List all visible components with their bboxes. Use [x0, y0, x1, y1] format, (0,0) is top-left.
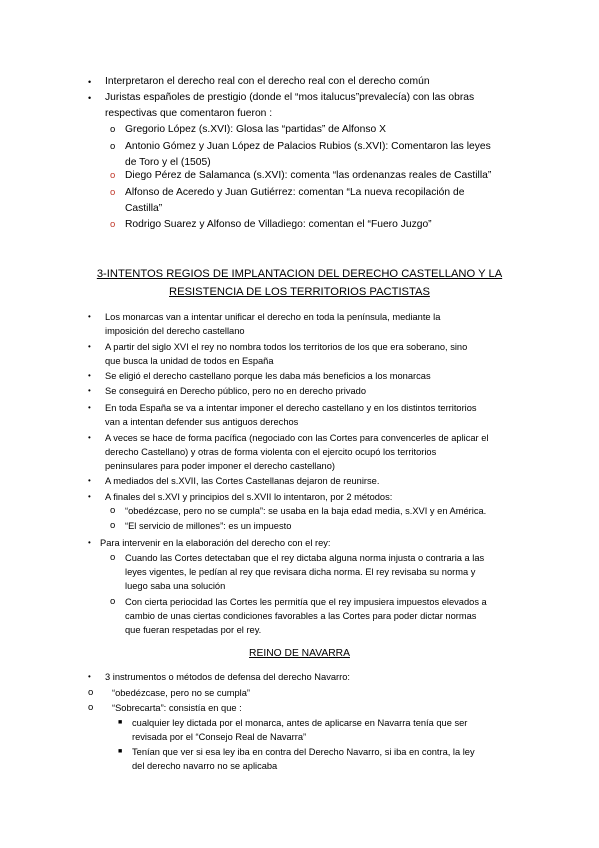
- list-item-continued: van a intentan defender sus antiguos derechos: [105, 417, 299, 427]
- list-item: Los monarcas van a intentar unificar el derecho en toda la península, mediante la: [105, 312, 441, 322]
- bullet-marker: •: [88, 476, 91, 485]
- sub-marker: o: [88, 702, 94, 713]
- bullet-marker: •: [88, 77, 92, 87]
- sub-list-item: “obedézcase, pero no se cumpla”: se usaba en la baja edad media, s.XVI y en América.: [125, 506, 487, 516]
- sub-list-item: Con cierta periocidad las Cortes les permitía que el rey impusiera impuestos elevados a: [125, 597, 487, 607]
- nested-list-item-continued: revisada por el “Consejo Real de Navarra”: [132, 732, 307, 742]
- list-item-continued: que busca la unidad de todos en España: [105, 356, 274, 366]
- sub-list-item: “obedézcase, pero no se cumpla”: [112, 688, 250, 698]
- list-item: Para intervenir en la elaboración del derecho con el rey:: [100, 538, 331, 548]
- sub-marker: o: [110, 520, 116, 531]
- list-item: En toda España se va a intentar imponer el derecho castellano y en los distintos territorios: [105, 403, 477, 413]
- sub-list-item-continued: que fueran respetadas por el rey.: [125, 625, 262, 635]
- bullet-marker: •: [88, 386, 91, 395]
- bullet-marker: •: [88, 403, 91, 412]
- sub-marker: o: [110, 124, 116, 135]
- sub-list-item-continued: de Toro y el (1505): [125, 157, 211, 168]
- sub-marker-red: o: [110, 187, 116, 198]
- sub-list-item: Antonio Gómez y Juan López de Palacios Rubios (s.XVI): Comentaron las leyes: [125, 141, 491, 152]
- list-item: A veces se hace de forma pacífica (negociado con las Cortes para convencerles de aplicar el: [105, 433, 489, 443]
- bullet-marker: •: [88, 342, 91, 351]
- bullet-marker: •: [88, 312, 91, 321]
- list-item: Juristas españoles de prestigio (donde el “mos italucus”prevalecía) con las obras: [105, 92, 475, 103]
- square-bullet-icon: ■: [118, 719, 123, 726]
- sub-marker-red: o: [110, 219, 116, 230]
- section-heading: RESISTENCIA DE LOS TERRITORIOS PACTISTAS: [169, 286, 430, 298]
- list-item-continued: imposición del derecho castellano: [105, 326, 245, 336]
- list-item: Se conseguirá en Derecho público, pero no en derecho privado: [105, 386, 367, 396]
- sub-list-item: Rodrigo Suarez y Alfonso de Villadiego: comentan el “Fuero Juzgo”: [125, 219, 432, 230]
- list-item: Se eligió el derecho castellano porque les daba más beneficios a los monarcas: [105, 371, 431, 381]
- sub-list-item: “Sobrecarta”: consistía en que :: [112, 703, 242, 713]
- sub-list-item: Diego Pérez de Salamanca (s.XVI): comenta “las ordenanzas reales de Castilla”: [125, 170, 492, 181]
- list-item: Interpretaron el derecho real con el derecho real con el derecho común: [105, 76, 430, 87]
- sub-marker: o: [110, 596, 116, 607]
- sub-list-item: Gregorio López (s.XVI): Glosa las “partidas” de Alfonso X: [125, 124, 386, 135]
- subsection-heading: REINO DE NAVARRA: [249, 648, 350, 659]
- sub-list-item-continued: leyes vigentes, le pedían al rey que revisara dicha norma. El rey revisaba su norma y: [125, 567, 476, 577]
- list-item: 3 instrumentos o métodos de defensa del derecho Navarro:: [105, 672, 350, 682]
- list-item: A mediados del s.XVII, las Cortes Castellanas dejaron de reunirse.: [105, 476, 380, 486]
- nested-list-item-continued: del derecho navarro no se aplicaba: [132, 761, 278, 771]
- square-bullet-icon: ■: [118, 748, 123, 755]
- sub-list-item: “El servicio de millones”: es un impuesto: [125, 521, 292, 531]
- bullet-marker: •: [88, 672, 91, 681]
- nested-list-item: Tenían que ver si esa ley iba en contra del Derecho Navarro, si iba en contra, la ley: [132, 747, 475, 757]
- sub-marker: o: [88, 687, 94, 698]
- nested-list-item: cualquier ley dictada por el monarca, antes de aplicarse en Navarra tenía que ser: [132, 718, 468, 728]
- bullet-marker: •: [88, 371, 91, 380]
- list-item-continued: derecho Castellano) y otras de forma violenta con el ejercito ocupó los territorios: [105, 447, 437, 457]
- list-item-continued: peninsulares para poder imponer el derecho castellano): [105, 461, 335, 471]
- sub-marker: o: [110, 505, 116, 516]
- list-item: A partir del siglo XVI el rey no nombra todos los territorios de los que era soberano, sino: [105, 342, 468, 352]
- sub-list-item-continued: cambio de unas ciertas condiciones favorables a las Cortes para poder dictar normas: [125, 611, 477, 621]
- sub-list-item-continued: luego saba una solución: [125, 581, 226, 591]
- bullet-marker: •: [88, 538, 91, 547]
- bullet-marker: •: [88, 93, 92, 103]
- bullet-marker: •: [88, 492, 91, 501]
- sub-list-item-continued: Castilla”: [125, 203, 163, 214]
- bullet-marker: •: [88, 433, 91, 442]
- sub-marker: o: [110, 552, 116, 563]
- list-item-continued: respectivas que comentaron fueron :: [105, 108, 273, 119]
- section-heading: 3-INTENTOS REGIOS DE IMPLANTACION DEL DERECHO CASTELLANO Y LA: [96, 268, 503, 280]
- list-item: A finales del s.XVI y principios del s.XVII lo intentaron, por 2 métodos:: [105, 492, 393, 502]
- sub-list-item: Alfonso de Aceredo y Juan Gutiérrez: comentan “La nueva recopilación de: [125, 187, 465, 198]
- sub-marker: o: [110, 141, 116, 152]
- sub-marker-red: o: [110, 170, 116, 181]
- sub-list-item: Cuando las Cortes detectaban que el rey dictaba alguna norma injusta o contraria a las: [125, 553, 485, 563]
